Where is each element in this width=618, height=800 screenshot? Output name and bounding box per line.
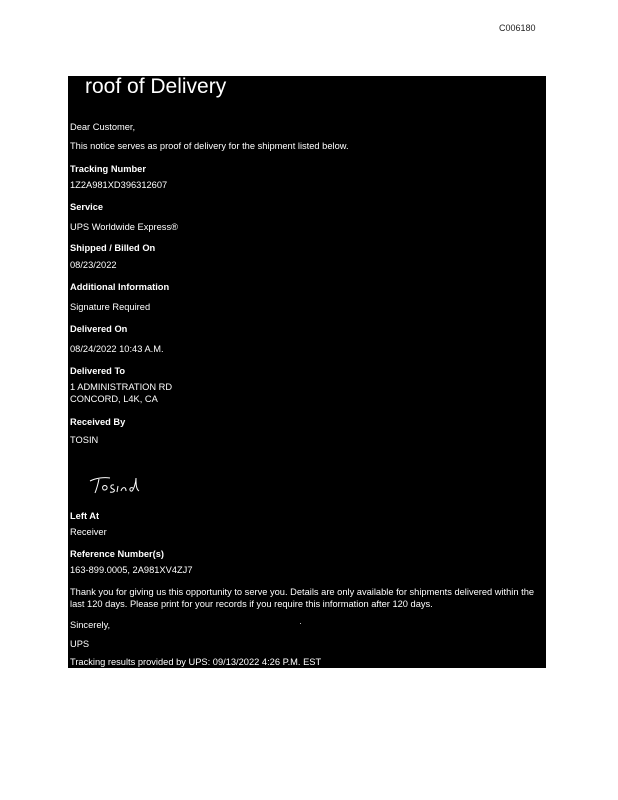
signoff-ups: UPS [70,639,90,649]
tracking-number-label: Tracking Number [70,164,146,174]
service-label: Service [70,202,104,212]
proof-of-delivery-panel [68,76,546,668]
service-value: UPS Worldwide Express® [70,222,178,232]
stray-mark [300,623,301,624]
delivered-to-address-line1: 1 ADMINISTRATION RD [70,382,173,392]
shipped-billed-label: Shipped / Billed On [70,243,156,253]
delivered-to-label: Delivered To [70,366,126,376]
delivered-on-label: Delivered On [70,324,128,334]
reference-numbers-label: Reference Number(s) [70,549,165,559]
greeting: Dear Customer, [70,122,136,132]
intro-text: This notice serves as proof of delivery for the shipment listed below. [70,141,349,151]
delivered-to-address-line2: CONCORD, L4K, CA [70,394,158,404]
delivered-on-value: 08/24/2022 10:43 A.M. [70,344,164,354]
thank-you-text: Thank you for giving us this opportunity to serve you. Details are only available for shipments delivered within the last 120 days. Please print for your records if you require this information after 120 days. [70,587,535,609]
left-at-label: Left At [70,511,100,521]
tracking-results-footer: Tracking results provided by UPS: 09/13/2022 4:26 P.M. EST [70,657,322,667]
additional-information-value: Signature Required [70,302,151,312]
reference-numbers-value: 163-899.0005, 2A981XV4ZJ7 [70,565,193,575]
additional-information-label: Additional Information [70,282,170,292]
page-title: roof of Delivery [85,75,227,98]
document-id: C006180 [499,23,536,33]
received-by-value: TOSIN [70,435,99,445]
tracking-number-value: 1Z2A981XD396312607 [70,180,168,190]
received-by-label: Received By [70,417,126,427]
shipped-billed-value: 08/23/2022 [70,260,117,270]
signature-image [86,472,146,498]
left-at-value: Receiver [70,527,107,537]
sincerely-text: Sincerely, [70,620,111,630]
